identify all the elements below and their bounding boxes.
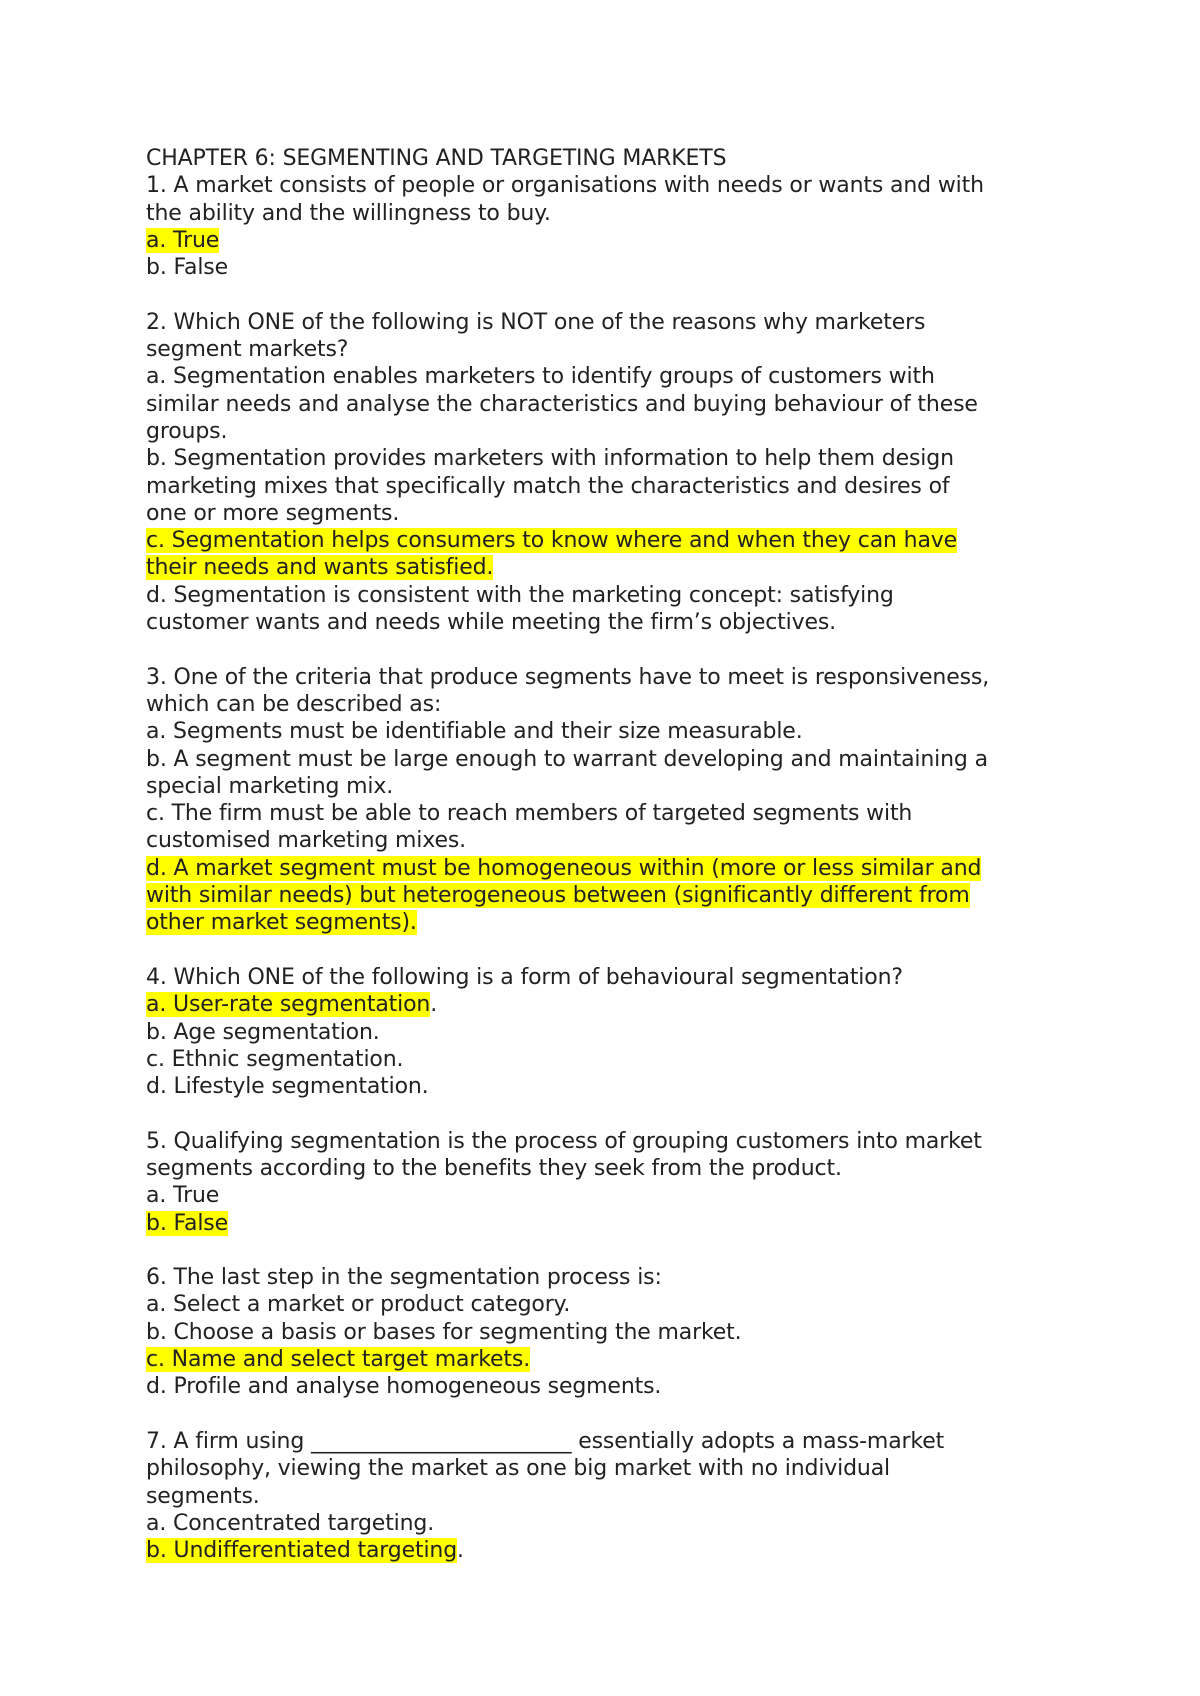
answer-option-line (146, 1019, 1066, 1046)
question-text: which can be described as: (146, 691, 442, 717)
answer-option-line (146, 363, 1066, 390)
answer-option-line (146, 827, 1066, 854)
highlighted-answer-text: other market segments). (146, 910, 417, 936)
answer-text: a. Concentrated targeting. (146, 1510, 435, 1536)
answer-option (146, 582, 1066, 637)
answer-option-line (146, 391, 1066, 418)
question-text: 6. The last step in the segmentation process is: (146, 1265, 662, 1291)
answer-option (146, 1019, 1066, 1046)
answer-option-line (146, 718, 1066, 745)
answer-text: b. False (146, 255, 228, 281)
answer-option (146, 1510, 1066, 1537)
answer-option-line (146, 254, 1066, 281)
question-text: segment markets? (146, 337, 349, 363)
answer-option-line (146, 582, 1066, 609)
answer-option (146, 800, 1066, 855)
highlighted-answer-text: b. False (146, 1210, 228, 1236)
answer-option-line (146, 855, 1066, 882)
highlighted-answer-text: a. User-rate segmentation (146, 992, 431, 1018)
highlighted-answer-text: d. A market segment must be homogeneous within (more or less similar and (146, 855, 982, 881)
highlighted-answer-text: with similar needs) but heterogeneous between (significantly different from (146, 883, 970, 909)
answer-text: b. Choose a basis or bases for segmenting the market. (146, 1319, 742, 1345)
question-spacer (146, 937, 1066, 964)
question-1 (146, 172, 1066, 281)
question-text: 5. Qualifying segmentation is the process of grouping customers into market (146, 1128, 982, 1154)
answer-option-line (146, 909, 1066, 936)
question-text: 4. Which ONE of the following is a form of behavioural segmentation? (146, 964, 903, 990)
answer-option (146, 1319, 1066, 1346)
answer-option-correct (146, 855, 1066, 937)
answer-text: customised marketing mixes. (146, 828, 466, 854)
answer-text: d. Lifestyle segmentation. (146, 1074, 429, 1100)
answer-option (146, 1046, 1066, 1073)
question-list (146, 172, 1066, 1564)
question-3 (146, 664, 1066, 937)
answer-option-line (146, 445, 1066, 472)
question-spacer (146, 1237, 1066, 1264)
question-spacer (146, 281, 1066, 308)
question-text: 3. One of the criteria that produce segments have to meet is responsiveness, (146, 664, 990, 690)
question-7 (146, 1428, 1066, 1564)
answer-text: b. A segment must be large enough to warrant developing and maintaining a (146, 746, 988, 772)
answer-option-line (146, 527, 1066, 554)
highlighted-answer-text: b. Undifferentiated targeting (146, 1538, 458, 1564)
answer-option-line (146, 1046, 1066, 1073)
question-2 (146, 309, 1066, 637)
answer-suffix: . (430, 992, 438, 1018)
answer-option (146, 718, 1066, 745)
answer-option-line (146, 1319, 1066, 1346)
answer-text: c. The firm must be able to reach members of targeted segments with (146, 801, 913, 827)
highlighted-answer-text: their needs and wants satisfied. (146, 555, 494, 581)
question-text: segments. (146, 1483, 260, 1509)
answer-option-line (146, 473, 1066, 500)
question-text: 7. A firm using ________________________ essentially adopts a mass-market (146, 1428, 945, 1454)
answer-option (146, 1073, 1066, 1100)
answer-option-line (146, 1210, 1066, 1237)
question-spacer (146, 1401, 1066, 1428)
answer-option-correct (146, 1210, 1066, 1237)
question-text: 1. A market consists of people or organisations with needs or wants and with (146, 173, 984, 199)
question-6 (146, 1264, 1066, 1400)
answer-text: special marketing mix. (146, 773, 394, 799)
answer-text: a. Segments must be identifiable and their size measurable. (146, 719, 803, 745)
answer-text: d. Profile and analyse homogeneous segments. (146, 1374, 662, 1400)
highlighted-answer-text: a. True (146, 227, 220, 253)
answer-option-line (146, 227, 1066, 254)
question-text: the ability and the willingness to buy. (146, 200, 551, 226)
answer-text: a. Segmentation enables marketers to identify groups of customers with (146, 364, 935, 390)
answer-text: a. True (146, 1183, 220, 1209)
question-4 (146, 964, 1066, 1100)
answer-option-line (146, 746, 1066, 773)
highlighted-answer-text: c. Segmentation helps consumers to know where and when they can have (146, 528, 958, 554)
answer-option (146, 1182, 1066, 1209)
answer-option-line (146, 1182, 1066, 1209)
answer-option-line (146, 1073, 1066, 1100)
answer-option-line (146, 554, 1066, 581)
question-text: 2. Which ONE of the following is NOT one of the reasons why marketers (146, 309, 926, 335)
question-text: philosophy, viewing the market as one big market with no individual (146, 1456, 891, 1482)
answer-option-line (146, 609, 1066, 636)
answer-option-line (146, 500, 1066, 527)
answer-option-correct (146, 1346, 1066, 1373)
answer-option-line (146, 1291, 1066, 1318)
answer-text: groups. (146, 418, 228, 444)
answer-text: c. Ethnic segmentation. (146, 1046, 404, 1072)
answer-option (146, 363, 1066, 445)
answer-option-correct (146, 227, 1066, 254)
highlighted-answer-text: c. Name and select target markets. (146, 1347, 531, 1373)
answer-option (146, 445, 1066, 527)
question-spacer (146, 1100, 1066, 1127)
answer-option-correct (146, 991, 1066, 1018)
answer-text: marketing mixes that specifically match the characteristics and desires of (146, 473, 950, 499)
answer-text: b. Age segmentation. (146, 1019, 380, 1045)
answer-option (146, 254, 1066, 281)
answer-option-line (146, 418, 1066, 445)
answer-option (146, 1373, 1066, 1400)
question-5 (146, 1128, 1066, 1237)
answer-option-correct (146, 527, 1066, 582)
answer-option-line (146, 800, 1066, 827)
answer-text: customer wants and needs while meeting the firm’s objectives. (146, 610, 836, 636)
answer-option-line (146, 882, 1066, 909)
answer-text: a. Select a market or product category. (146, 1292, 571, 1318)
answer-option-line (146, 1537, 1066, 1564)
answer-option-correct (146, 1537, 1066, 1564)
question-spacer (146, 636, 1066, 663)
answer-option-line (146, 773, 1066, 800)
document-page (146, 145, 1066, 1564)
chapter-title: CHAPTER 6: SEGMENTING AND TARGETING MARKETS (146, 146, 727, 171)
question-text: segments according to the benefits they seek from the product. (146, 1155, 842, 1181)
answer-text: one or more segments. (146, 500, 400, 526)
answer-option (146, 746, 1066, 801)
answer-text: similar needs and analyse the characteristics and buying behaviour of these (146, 391, 978, 417)
answer-suffix: . (457, 1538, 464, 1564)
answer-text: b. Segmentation provides marketers with information to help them design (146, 446, 954, 472)
answer-option (146, 1291, 1066, 1318)
answer-option-line (146, 1346, 1066, 1373)
answer-text: d. Segmentation is consistent with the marketing concept: satisfying (146, 582, 894, 608)
answer-option-line (146, 1373, 1066, 1400)
answer-option-line (146, 1510, 1066, 1537)
answer-option-line (146, 991, 1066, 1018)
